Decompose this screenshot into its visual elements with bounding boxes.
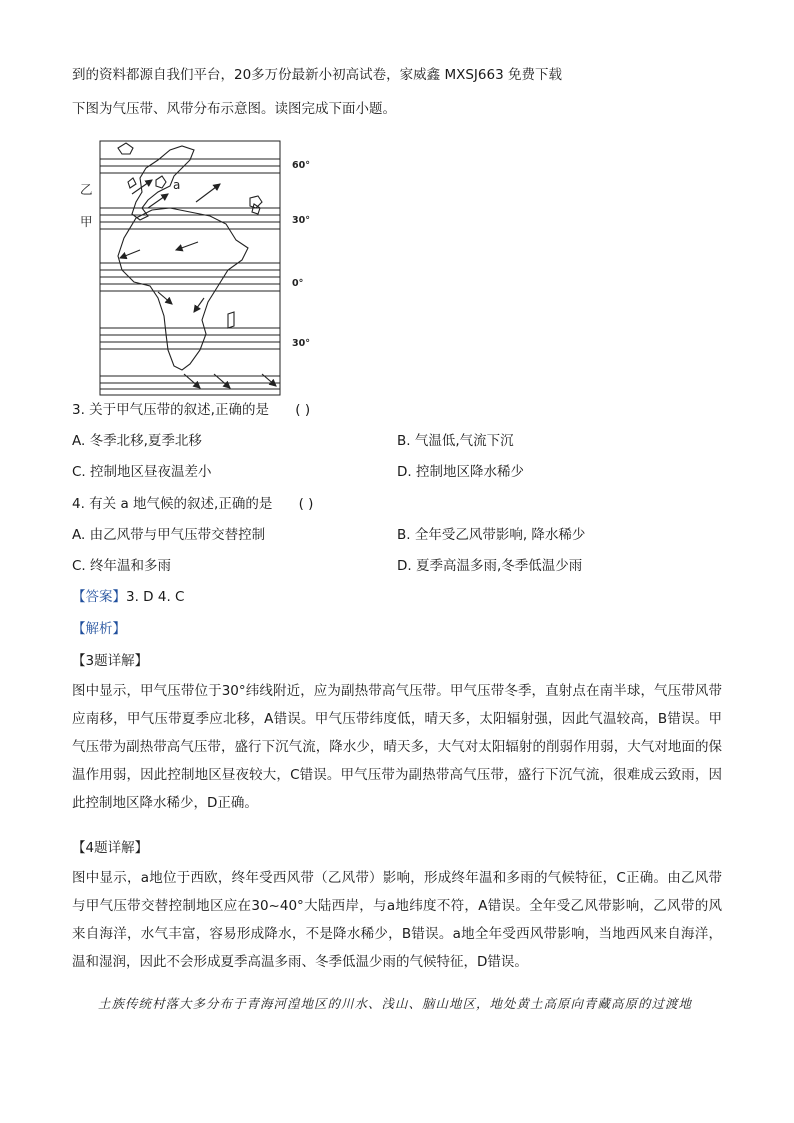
detail3-title: 【3题详解】 — [72, 653, 149, 669]
point-a-label: a — [173, 178, 181, 192]
q4-stem — [72, 495, 313, 513]
map-frame — [100, 141, 280, 395]
q4-option-d: D. 夏季高温多雨,冬季低温少雨 — [397, 558, 583, 574]
q3-answer-blank: ( ) — [295, 402, 311, 418]
lat-label-0: 0° — [292, 278, 304, 289]
detail4-body: 图中显示，a地位于西欧，终年受西风带（乙风带）影响，形成终年温和多雨的气候特征，C正确。由乙风带与甲气压带交替控制地区应在30~40°大陆西岸，与a地纬度不符，A错误。全年受乙风带影响，乙风带的风来自海洋，水气丰富，容易形成降水，不是降水稀少，B错误。a地全年受西风带影响，当地西风来自海洋，温和湿润，因此不会形成夏季高温多雨、冬季低温少雨的气候特征，D错误。 — [72, 870, 722, 970]
q3-option-b: B. 气温低,气流下沉 — [397, 433, 514, 449]
q4-stem-text: 4. 有关 a 地气候的叙述,正确的是 — [72, 496, 273, 512]
lat-label-60n: 60° — [292, 160, 310, 171]
lat-label-30n: 30° — [292, 215, 310, 226]
lat-label-30s: 30° — [292, 338, 310, 349]
answer-label: 【答案】 — [72, 589, 126, 605]
answer-line — [72, 588, 184, 606]
q4-option-a: A. 由乙风带与甲气压带交替控制 — [72, 527, 266, 543]
q3-stem-text: 3. 关于甲气压带的叙述,正确的是 — [72, 402, 269, 418]
q3-stem — [72, 401, 310, 419]
belt-label-jia: 甲 — [80, 214, 93, 229]
q3-option-a: A. 冬季北移,夏季北移 — [72, 433, 202, 449]
q4-option-c: C. 终年温和多雨 — [72, 558, 172, 574]
q3-option-c: C. 控制地区昼夜温差小 — [72, 464, 212, 480]
analysis-label: 【解析】 — [72, 621, 126, 637]
q4-option-b: B. 全年受乙风带影响, 降水稀少 — [397, 527, 586, 543]
q4-answer-blank: ( ) — [298, 496, 314, 512]
header-line: 到的资料都源自我们平台，20多万份最新小初高试卷，家威鑫 MXSJ663 免费下载 — [72, 67, 562, 83]
next-passage-line: 土族传统村落大多分布于青海河湟地区的川水、浅山、脑山地区，地处黄土高原向青藏高原的过渡地 — [98, 996, 693, 1011]
continent-outline — [118, 143, 262, 370]
detail4-title: 【4题详解】 — [72, 840, 149, 856]
belt-label-yi: 乙 — [80, 182, 93, 197]
q3-option-d: D. 控制地区降水稀少 — [397, 464, 524, 480]
answer-text: 3. D 4. C — [126, 589, 185, 605]
detail3-body: 图中显示，甲气压带位于30°纬线附近，应为副热带高气压带。甲气压带冬季，直射点在南半球，气压带风带应南移，甲气压带夏季应北移，A错误。甲气压带纬度低，晴天多，太阳辐射强，因此气温较高，B错误。甲气压带为副热带高气压带，盛行下沉气流，降水少，晴天多，大气对太阳辐射的削弱作用弱，大气对地面的保温作用弱，因此控制地区昼夜较大，C错误。甲气压带为副热带高气压带，盛行下沉气流，很难成云致雨，因此控制地区降水稀少，D正确。 — [72, 683, 722, 811]
intro-text: 下图为气压带、风带分布示意图。读图完成下面小题。 — [72, 101, 396, 117]
pressure-wind-belt-map — [78, 138, 318, 400]
